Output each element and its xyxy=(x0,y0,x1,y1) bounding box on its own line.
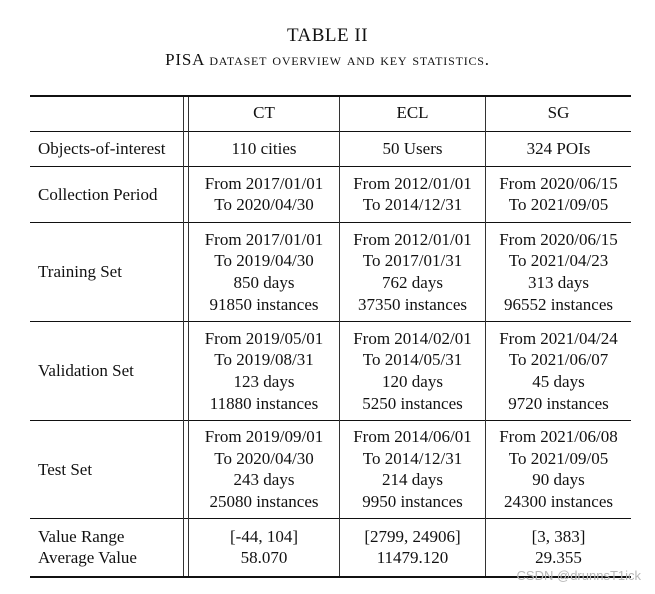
table-cell-training-set-ct xyxy=(189,229,339,315)
cell-line: 9720 instances xyxy=(508,393,609,413)
watermark: CSDN @drunnsT1ick xyxy=(516,568,641,583)
column-header-sg: SG xyxy=(547,103,570,122)
cell-line: To 2017/01/31 xyxy=(362,251,463,271)
row-header-line: Average Value xyxy=(38,548,137,568)
cell-line: 58.070 xyxy=(240,548,288,568)
cell-line: From 2020/06/15 xyxy=(499,173,618,193)
row-header-training-set xyxy=(38,261,122,283)
cell-line: From 2020/06/15 xyxy=(499,229,618,249)
cell-line: To 2019/08/31 xyxy=(214,350,314,370)
cell-line: To 2020/04/30 xyxy=(214,195,314,215)
table-cell-value-summary-ecl xyxy=(340,526,485,569)
row-header-objects-of-interest xyxy=(38,138,165,160)
cell-line: 110 cities xyxy=(231,139,297,159)
cell-line: From 2012/01/01 xyxy=(353,229,472,249)
cell-line: 762 days xyxy=(382,272,443,292)
table-caption-text: PISA dataset overview and key statistics. xyxy=(165,50,490,69)
column-header-ecl: ECL xyxy=(396,103,429,122)
row-header-line: Collection Period xyxy=(38,184,158,204)
column-header-ct: CT xyxy=(253,103,275,122)
cell-line: To 2021/04/23 xyxy=(508,251,609,271)
cell-line: 214 days xyxy=(382,470,443,490)
cell-line: [2799, 24906] xyxy=(364,526,461,546)
table-caption xyxy=(0,50,655,70)
table-cell-value-summary-sg xyxy=(486,526,631,569)
cell-line: 91850 instances xyxy=(209,294,319,314)
table-cell-test-set-sg xyxy=(486,426,631,512)
top-rule xyxy=(30,95,631,97)
cell-line: From 2021/04/24 xyxy=(499,328,618,348)
cell-line: From 2012/01/01 xyxy=(353,173,472,193)
table-cell-validation-set-ct xyxy=(189,328,339,414)
table-cell-collection-period-sg xyxy=(486,173,631,216)
table-cell-validation-set-ecl xyxy=(340,328,485,414)
table-cell-training-set-ecl xyxy=(340,229,485,315)
cell-line: 96552 instances xyxy=(503,294,614,314)
cell-line: 29.355 xyxy=(535,548,582,568)
table-cell-test-set-ecl xyxy=(340,426,485,512)
table-cell-collection-period-ct xyxy=(189,173,339,216)
row-header-collection-period xyxy=(38,184,157,206)
cell-line: From 2021/06/08 xyxy=(499,427,618,447)
cell-line: 5250 instances xyxy=(362,393,463,413)
cell-line: 45 days xyxy=(532,371,585,391)
cell-line: From 2019/05/01 xyxy=(204,328,324,348)
table-cell-value-summary-ct xyxy=(189,526,339,569)
cell-line: 243 days xyxy=(233,470,295,490)
table-cell-validation-set-sg xyxy=(486,328,631,414)
cell-line: 123 days xyxy=(233,371,295,391)
cell-line: To 2014/12/31 xyxy=(362,448,463,468)
cell-line: 850 days xyxy=(233,272,295,292)
row-rule xyxy=(30,321,631,322)
row-rule xyxy=(30,222,631,223)
cell-line: 120 days xyxy=(382,371,443,391)
row-rule xyxy=(30,166,631,167)
cell-line: To 2014/05/31 xyxy=(362,350,463,370)
table-cell-training-set-sg xyxy=(486,229,631,315)
row-header-test-set xyxy=(38,459,92,481)
row-header-value-summary xyxy=(38,526,137,569)
cell-line: From 2014/06/01 xyxy=(353,427,472,447)
row-rule xyxy=(30,420,631,421)
cell-line: To 2020/04/30 xyxy=(214,448,314,468)
table-cell-objects-of-interest-ecl xyxy=(340,138,485,160)
cell-line: From 2017/01/01 xyxy=(204,173,324,193)
row-rule xyxy=(30,518,631,519)
table-cell-objects-of-interest-ct xyxy=(189,138,339,160)
cell-line: To 2021/09/05 xyxy=(508,448,609,468)
cell-line: [-44, 104] xyxy=(230,526,298,546)
cell-line: To 2021/06/07 xyxy=(508,350,609,370)
cell-line: [3, 383] xyxy=(531,526,586,546)
cell-line: To 2021/09/05 xyxy=(508,195,609,215)
table-cell-objects-of-interest-sg xyxy=(486,138,631,160)
cell-line: To 2019/04/30 xyxy=(214,251,314,271)
cell-line: 11880 instances xyxy=(209,393,319,413)
cell-line: 37350 instances xyxy=(357,294,468,314)
row-header-line: Test Set xyxy=(38,459,93,479)
cell-line: 324 POIs xyxy=(526,139,591,159)
cell-line: 9950 instances xyxy=(362,492,463,512)
cell-line: 24300 instances xyxy=(503,492,614,512)
cell-line: From 2014/02/01 xyxy=(353,328,472,348)
cell-line: 50 Users xyxy=(382,139,443,159)
row-header-line: Validation Set xyxy=(38,361,134,381)
row-header-line: Value Range xyxy=(38,526,125,546)
row-header-validation-set xyxy=(38,360,134,382)
cell-line: From 2017/01/01 xyxy=(204,229,324,249)
cell-line: To 2014/12/31 xyxy=(362,195,463,215)
cell-line: From 2019/09/01 xyxy=(204,427,324,447)
double-vline-left xyxy=(183,97,184,576)
table-label: TABLE II xyxy=(286,25,369,46)
row-header-line: Objects-of-interest xyxy=(38,139,166,159)
header-rule xyxy=(30,131,631,132)
table-cell-collection-period-ecl xyxy=(340,173,485,216)
table-cell-test-set-ct xyxy=(189,426,339,512)
cell-line: 90 days xyxy=(532,470,585,490)
cell-line: 25080 instances xyxy=(209,492,319,512)
cell-line: 313 days xyxy=(528,272,589,292)
row-header-line: Training Set xyxy=(38,262,122,282)
cell-line: 11479.120 xyxy=(376,548,449,568)
